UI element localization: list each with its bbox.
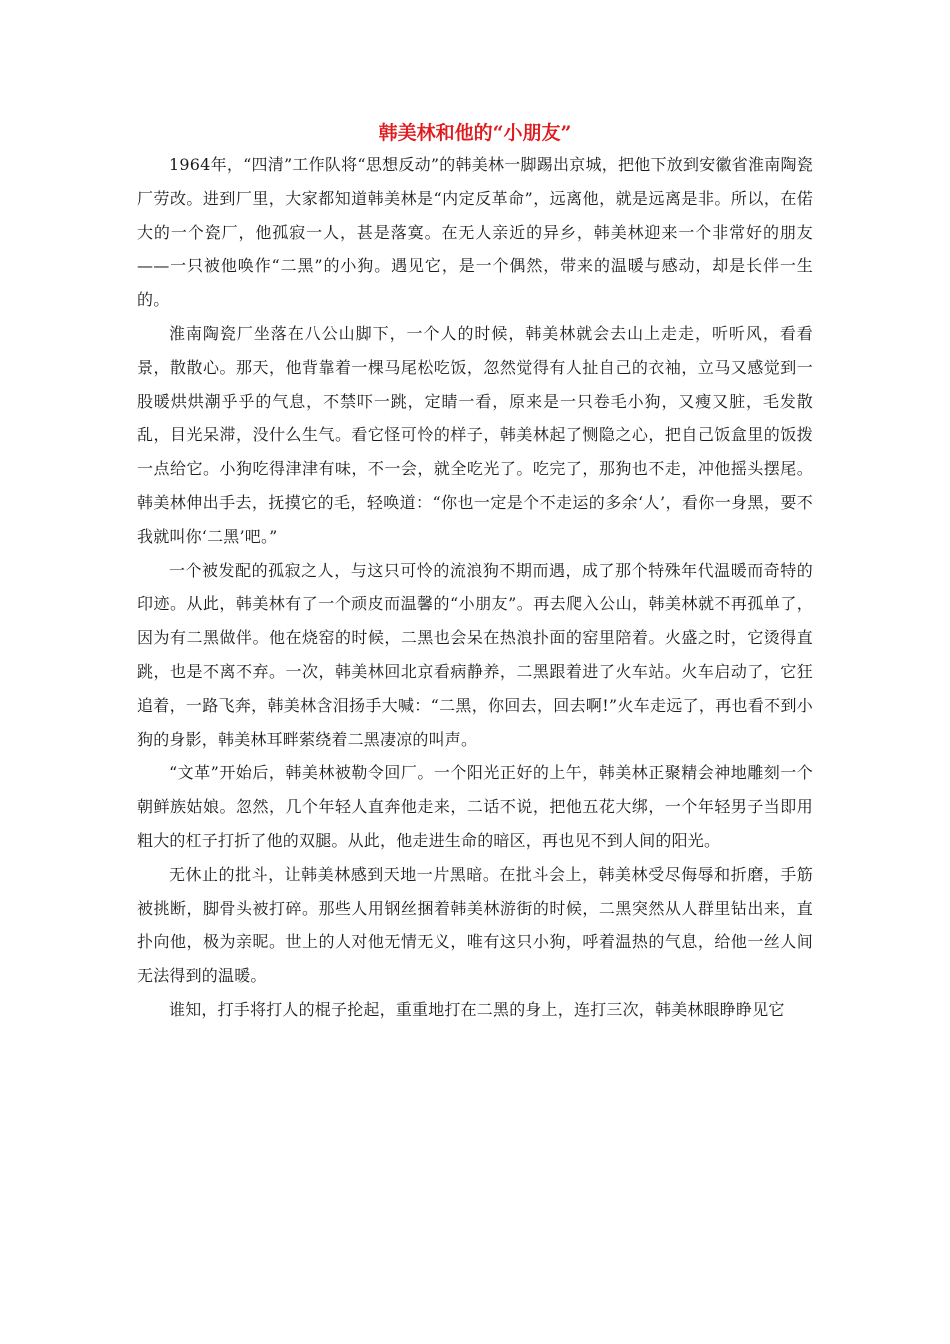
document-title: 韩美林和他的“小朋友” — [378, 122, 572, 144]
paragraph-4: “文革”开始后，韩美林被勒令回厂。一个阳光正好的上午，韩美林正聚精会神地雕刻一个朝鲜族姑娘。忽然，几个年轻人直奔他走来，二话不说，把他五花大绑，一个年轻男子当即用粗大的杠子打折了他的双腿。从此，他走进生命的暗区，再也见不到人间的阳光。 — [137, 763, 813, 850]
document-page — [137, 118, 813, 1027]
paragraph-1: 1964年，“四清”工作队将“思想反动”的韩美林一脚踢出京城，把他下放到安徽省淮南陶瓷厂劳改。进到厂里，大家都知道韩美林是“内定反革命”，远离他，就是远离是非。所以，在偌大的一个瓷厂，他孤寂一人，甚是落寞。在无人亲近的异乡，韩美林迎来一个非常好的朋友——一只被他唤作“二黑”的小狗。遇见它，是一个偶然，带来的温暖与感动，却是长伴一生的。 — [137, 155, 813, 310]
paragraph-2: 淮南陶瓷厂坐落在八公山脚下，一个人的时候，韩美林就会去山上走走，听听风，看看景，散散心。那天，他背靠着一棵马尾松吃饭，忽然觉得有人扯自己的衣袖，立马又感觉到一股暖烘烘潮乎乎的气息，不禁吓一跳，定睛一看，原来是一只卷毛小狗，又瘦又脏，毛发散乱，目光呆滞，没什么生气。看它怪可怜的样子，韩美林起了恻隐之心，把自己饭盒里的饭拨一点给它。小狗吃得津津有味，不一会，就全吃光了。吃完了，那狗也不走，冲他摇头摆尾。韩美林伸出手去，抚摸它的毛，轻唤道：“你也一定是个不走运的多余‘人’，看你一身黑，要不我就叫你‘二黑’吧。” — [137, 323, 813, 546]
paragraph-6: 谁知，打手将打人的棍子抡起，重重地打在二黑的身上，连打三次，韩美林眼睁睁见它 — [169, 999, 785, 1019]
paragraph-3: 一个被发配的孤寂之人，与这只可怜的流浪狗不期而遇，成了那个特殊年代温暖而奇特的印迹。从此，韩美林有了一个顽皮而温馨的“小朋友”。再去爬入公山，韩美林就不再孤单了，因为有二黑做伴。他在烧窑的时候，二黑也会呆在热浪扑面的窑里陪着。火盛之时，它烫得直跳，也是不离不弃。一次，韩美林回北京看病静养，二黑跟着进了火车站。火车启动了，它狂追着，一路飞奔，韩美林含泪扬手大喊：“二黑，你回去，回去啊!”火车走远了，再也看不到小狗的身影，韩美林耳畔萦绕着二黑凄凉的叫声。 — [137, 560, 813, 749]
paragraph-5: 无休止的批斗，让韩美林感到天地一片黑暗。在批斗会上，韩美林受尽侮辱和折磨，手筋被挑断，脚骨头被打碎。那些人用钢丝捆着韩美林游街的时候，二黑突然从人群里钻出来，直扑向他，极为亲昵。世上的人对他无情无义，唯有这只小狗，呼着温热的气息，给他一丝人间无法得到的温暖。 — [137, 864, 813, 986]
